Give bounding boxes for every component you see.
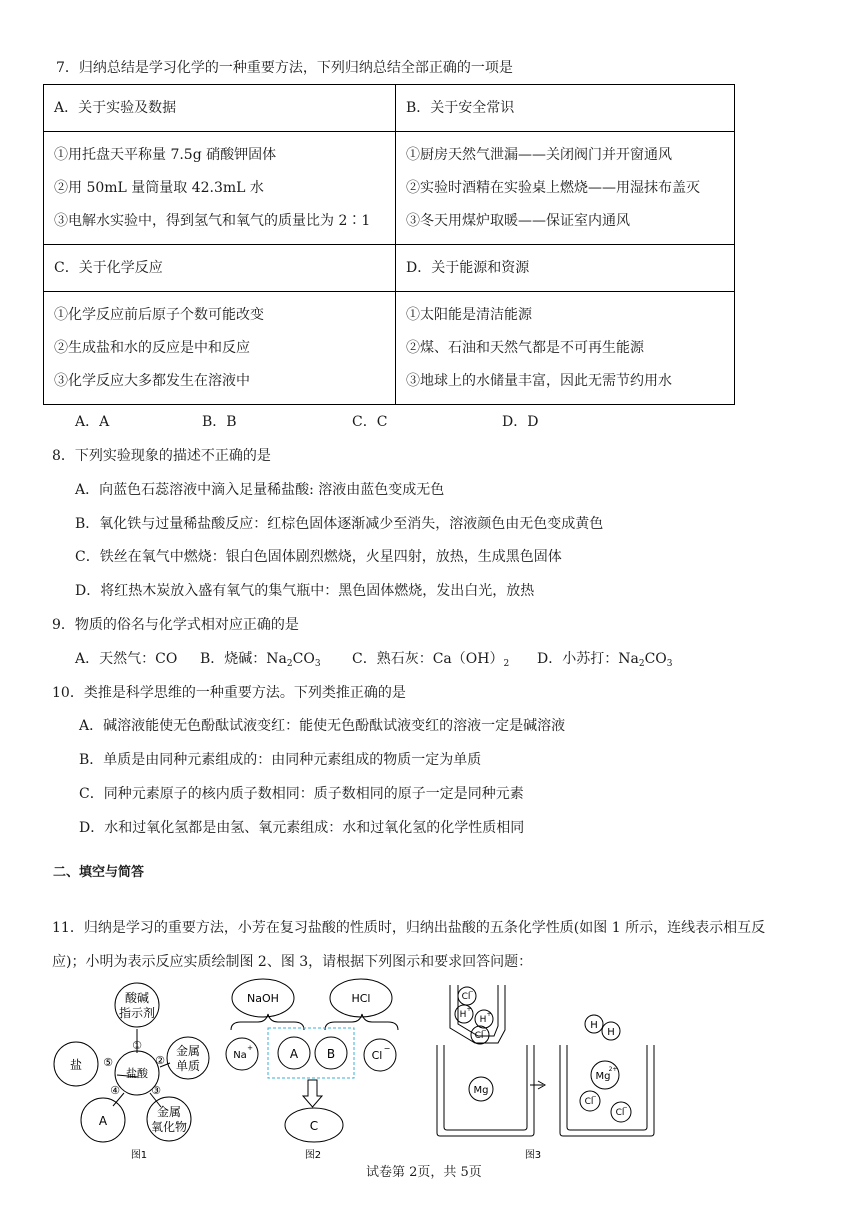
q8-option-b: B．氧化铁与过量稀盐酸反应：红棕色固体逐渐减少至消失，溶液颜色由无色变成黄色	[75, 516, 604, 532]
svg-text:+: +	[466, 1006, 472, 1013]
table-cell-a-title: A．关于实验及数据	[44, 85, 396, 132]
question-7-stem: 7．归纳总结是学习化学的一种重要方法，下列归纳总结全部正确的一项是	[56, 60, 513, 76]
label-salt: 盐	[69, 1058, 83, 1072]
list-item: ①用托盘天平称量 7.5g 硝酸钾固体	[54, 146, 277, 163]
list-item: ③地球上的水储量丰富，因此无需节约用水	[406, 372, 672, 389]
q9-option-c: C．熟石灰：$Ca(OH)_2$	[352, 651, 510, 669]
label-cl-2: Cl	[474, 1031, 484, 1041]
label-h-2: H	[479, 1015, 487, 1025]
label-h-right-2: H	[607, 1027, 615, 1038]
label-naoh: NaOH	[247, 992, 279, 1005]
q7-option-c: C．C	[352, 414, 388, 430]
table-cell-b-items	[396, 132, 735, 245]
label-particle-a: A	[289, 1047, 299, 1061]
list-item: ③电解水实验中，得到氢气和氧气的质量比为 2∶1	[54, 212, 371, 229]
question-7-table	[43, 84, 735, 405]
reaction-box	[268, 1028, 354, 1078]
q10-option-a: A．碱溶液能使无色酚酞试液变红：能使无色酚酞试液变红的溶液一定是碱溶液	[79, 718, 566, 734]
list-item: ③化学反应大多都发生在溶液中	[54, 372, 250, 389]
q8-option-d: D．将红热木炭放入盛有氧气的集气瓶中：黑色固体燃烧，发出白光，放热	[75, 583, 535, 599]
label-hcl: HCl	[351, 992, 371, 1005]
table-cell-c-title: C．关于化学反应	[44, 245, 396, 292]
indicator-node	[115, 983, 159, 1027]
question-8-stem: 8．下列实验现象的描述不正确的是	[52, 448, 271, 464]
number-3: ③	[151, 1084, 161, 1097]
metal-oxide-node	[147, 1097, 191, 1141]
q9-option-b: B．烧碱：$Na_2CO_3$	[200, 651, 321, 669]
label-mg-ion: Mg	[595, 1071, 611, 1082]
question-11-line-2: 应)；小明为表示反应实质绘制图 2、图 3，请根据下列图示和要求回答问题：	[52, 954, 533, 970]
label-oxide-2: 氧化物	[150, 1120, 188, 1134]
figure-2-caption: 图2	[304, 1150, 322, 1161]
q8-option-a: A．向蓝色石蕊溶液中滴入足量稀盐酸: 溶液由蓝色变成无色	[75, 482, 445, 498]
label-a: A	[98, 1114, 108, 1128]
q10-option-b: B．单质是由同种元素组成的：由同种元素组成的物质一定为单质	[79, 752, 482, 768]
label-indicator-2: 指示剂	[118, 1006, 156, 1020]
table-cell-d-title: D．关于能源和资源	[396, 245, 735, 292]
list-item: ③冬天用煤炉取暖——保证室内通风	[406, 212, 630, 229]
label-center: 盐酸	[126, 1067, 148, 1080]
label-indicator-1: 酸碱	[124, 991, 150, 1005]
q10-option-d: D．水和过氧化氢都是由氢、氧元素组成：水和过氧化氢的化学性质相同	[79, 820, 525, 836]
figures-row	[0, 975, 860, 1165]
down-arrow-icon	[303, 1080, 322, 1107]
q7-option-d: D．D	[502, 414, 539, 430]
list-item: ②实验时酒精在实验桌上燃烧——用湿抹布盖灭	[406, 179, 700, 196]
svg-text:2+: 2+	[608, 1066, 618, 1073]
figure-3-caption: 图3	[524, 1150, 542, 1161]
q10-option-c: C．同种元素原子的核内质子数相同：质子数相同的原子一定是同种元素	[79, 786, 524, 802]
table-cell-d-items	[396, 292, 735, 405]
label-cl-right-2: Cl	[615, 1108, 625, 1118]
label-cl-top: Cl	[461, 992, 471, 1002]
list-item: ②煤、石油和天然气都是不可再生能源	[406, 339, 644, 356]
label-cl: Cl	[371, 1049, 383, 1062]
q9-option-d: D．小苏打：$Na_2CO_3$	[537, 651, 673, 669]
svg-text:−: −	[591, 1093, 597, 1100]
number-5: ⑤	[103, 1056, 113, 1069]
label-product-c: C	[309, 1119, 319, 1133]
label-h-right-1: H	[590, 1020, 598, 1031]
question-10-stem: 10．类推是科学思维的一种重要方法。下列类推正确的是	[52, 685, 406, 701]
number-4: ④	[110, 1084, 120, 1097]
figure-1-caption: 图1	[130, 1150, 148, 1161]
svg-text:−: −	[468, 988, 474, 995]
charge-na: +	[247, 1044, 253, 1052]
label-particle-b: B	[326, 1047, 336, 1061]
list-item: ①厨房天然气泄漏——关闭阀门并开窗通风	[406, 146, 672, 163]
q7-option-b: B．B	[202, 414, 237, 430]
q9-option-a: A．天然气：CO	[75, 651, 178, 667]
label-mg: Mg	[473, 1085, 489, 1096]
table-cell-a-items	[44, 132, 396, 245]
label-oxide-1: 金属	[156, 1105, 182, 1119]
label-na: Na	[233, 1050, 247, 1061]
charge-cl: −	[383, 1044, 391, 1053]
q7-option-a: A．A	[75, 414, 110, 430]
number-1: ①	[132, 1039, 142, 1052]
list-item: ②用 50mL 量筒量取 42.3mL 水	[54, 179, 264, 196]
list-item: ②生成盐和水的反应是中和反应	[54, 339, 250, 356]
label-h-1: H	[459, 1010, 467, 1020]
table-cell-b-title: B．关于安全常识	[396, 85, 735, 132]
section-title: 二、填空与简答	[53, 865, 145, 880]
table-cell-c-items	[44, 292, 396, 405]
list-item: ①太阳能是清洁能源	[406, 306, 532, 323]
question-9-stem: 9．物质的俗名与化学式相对应正确的是	[52, 617, 299, 633]
svg-text:+: +	[486, 1011, 492, 1018]
label-metal-2: 单质	[175, 1059, 201, 1073]
question-11-line-1: 11．归纳是学习的重要方法，小芳在复习盐酸的性质时，归纳出盐酸的五条化学性质(如图 1 所示，连线表示相互反	[52, 920, 766, 936]
svg-text:−: −	[622, 1104, 628, 1111]
label-cl-right-1: Cl	[584, 1097, 594, 1107]
svg-text:−: −	[481, 1027, 487, 1034]
list-item: ①化学反应前后原子个数可能改变	[54, 306, 264, 323]
beaker-right-inner	[567, 1045, 647, 1130]
page-footer: 试卷第 2页，共 5页	[366, 1165, 482, 1180]
beaker-right-outer	[560, 1045, 654, 1136]
number-2: ②	[155, 1054, 165, 1067]
q8-option-c: C．铁丝在氧气中燃烧：银白色固体剧烈燃烧，火星四射，放热，生成黑色固体	[75, 549, 562, 565]
label-metal-1: 金属	[175, 1044, 201, 1058]
